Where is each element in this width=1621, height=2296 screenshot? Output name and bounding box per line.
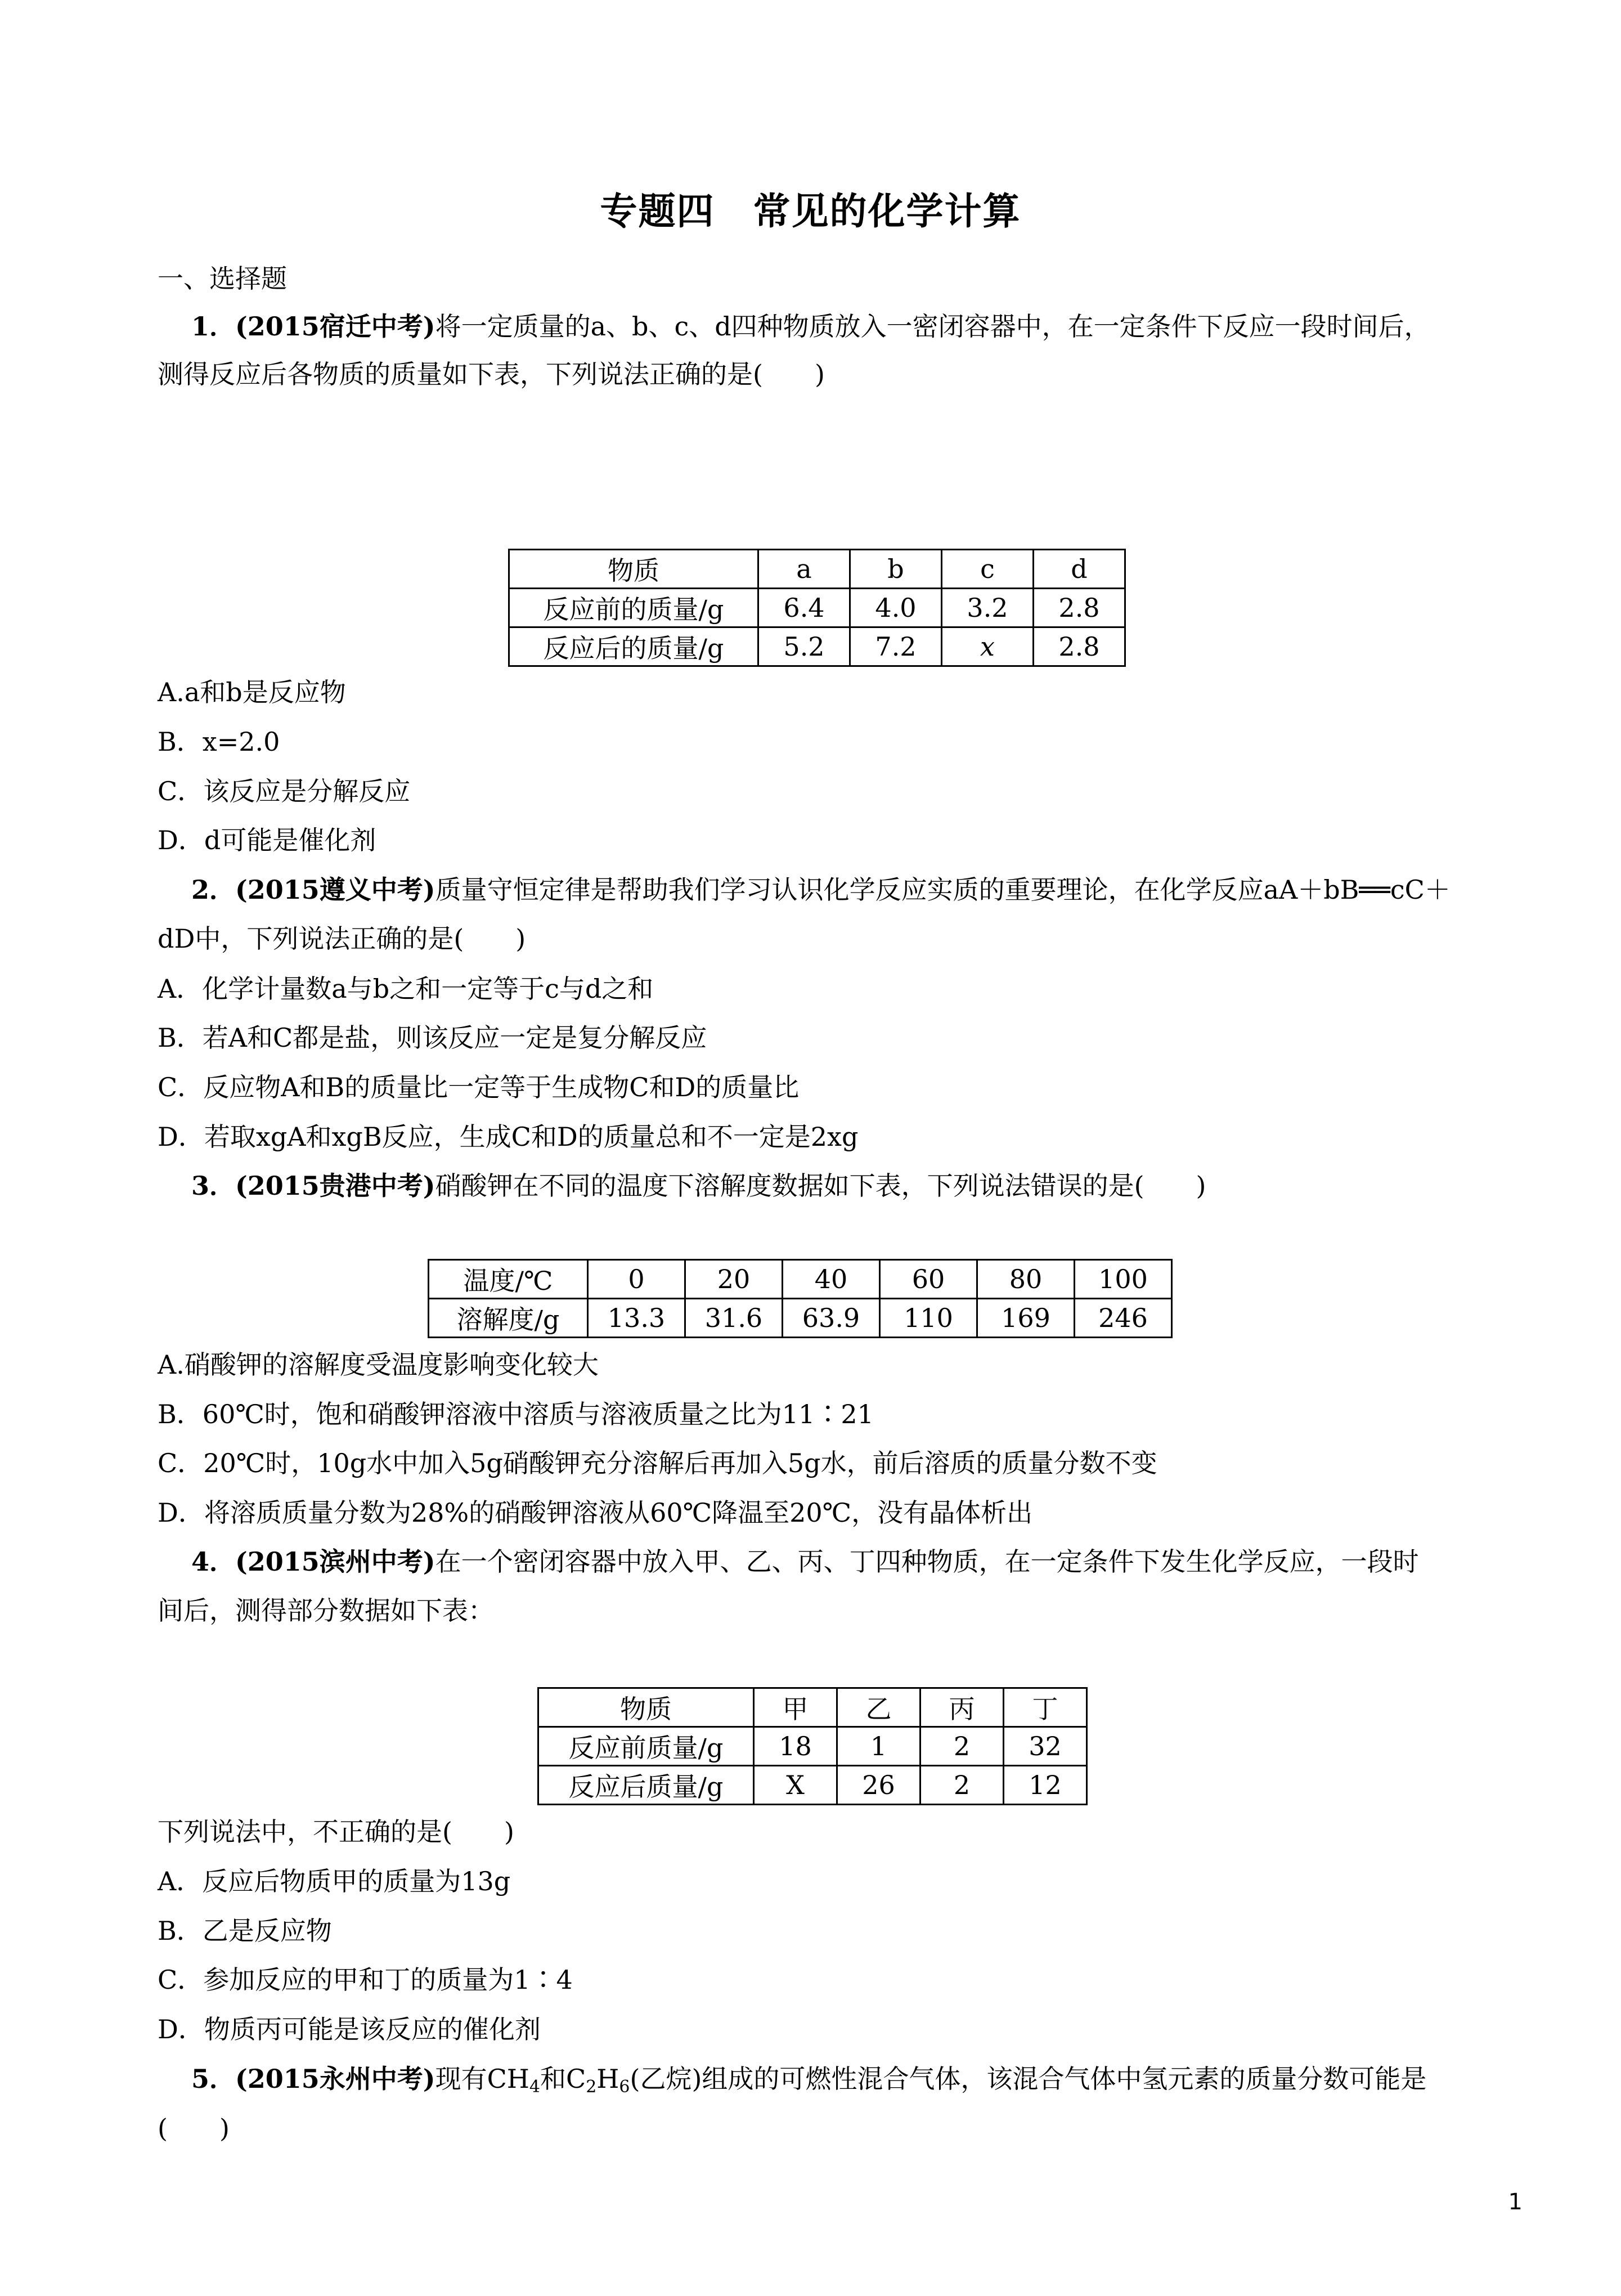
table-cell: b xyxy=(850,550,942,589)
q4-table xyxy=(537,1687,1088,1805)
q4-option-c: C．参加反应的甲和丁的质量为1∶4 xyxy=(158,1965,573,1995)
q2-line2: dD中，下列说法正确的是( ) xyxy=(158,923,526,954)
q1-line1 xyxy=(191,310,1564,343)
q1-option-c: C．该反应是分解反应 xyxy=(158,776,411,806)
table-cell: 32 xyxy=(1004,1727,1087,1766)
table-cell: 26 xyxy=(837,1766,920,1805)
q5-source: (2015永州中考) xyxy=(235,2064,435,2094)
table-cell: 丙 xyxy=(920,1688,1004,1727)
q3-text1: 硝酸钾在不同的温度下溶解度数据如下表，下列说法错误的是( ) xyxy=(435,1171,1206,1201)
q5-sub-a: 4 xyxy=(529,2077,540,2097)
q1-line2: 测得反应后各物质的质量如下表，下列说法正确的是( ) xyxy=(158,359,825,389)
table-cell: 7.2 xyxy=(850,627,942,666)
q4-line1 xyxy=(191,1545,1564,1578)
q3-number: 3． xyxy=(191,1171,236,1201)
table-cell: X xyxy=(754,1766,837,1805)
table-cell: 反应后质量/g xyxy=(538,1766,754,1805)
q1-option-a: A.a和b是反应物 xyxy=(158,677,346,707)
q4-number: 4． xyxy=(191,1546,236,1577)
q1-number: 1． xyxy=(191,311,236,342)
q1-table xyxy=(508,549,1126,667)
page-number: 1 xyxy=(1508,2189,1523,2215)
q2-option-d: D．若取xgA和xgB反应，生成C和D的质量总和不一定是2xg xyxy=(158,1122,859,1152)
table-cell: 甲 xyxy=(754,1688,837,1727)
q3-source: (2015贵港中考) xyxy=(235,1171,435,1201)
q2-number: 2． xyxy=(191,875,236,905)
table-cell: 反应前的质量/g xyxy=(509,589,758,627)
q4-text1: 在一个密闭容器中放入甲、乙、丙、丁四种物质，在一定条件下发生化学反应，一段时 xyxy=(435,1546,1419,1577)
q1-option-d: D．d可能是催化剂 xyxy=(158,825,376,855)
section-heading: 一、选择题 xyxy=(158,263,287,294)
q5-sub-b: 2 xyxy=(586,2077,597,2097)
q5-number: 5． xyxy=(191,2064,236,2094)
table-cell: 20 xyxy=(685,1260,783,1299)
table-cell: d xyxy=(1034,550,1125,589)
table-cell: 12 xyxy=(1004,1766,1087,1805)
table-cell: 1 xyxy=(837,1727,920,1766)
q5-text-b: 和C xyxy=(540,2064,586,2094)
table-cell: a xyxy=(758,550,850,589)
q5-line1 xyxy=(191,2062,1564,2104)
q5-text-a: 现有CH xyxy=(435,2064,529,2094)
q5-sub-c: 6 xyxy=(619,2077,630,2097)
table-cell: 2.8 xyxy=(1034,627,1125,666)
table-cell: 温度/℃ xyxy=(429,1260,588,1299)
table-row xyxy=(538,1727,1087,1766)
table-cell: 100 xyxy=(1075,1260,1172,1299)
q5-text-c: H xyxy=(596,2064,619,2094)
q2-source: (2015遵义中考) xyxy=(235,875,435,905)
q4-option-d: D．物质丙可能是该反应的催化剂 xyxy=(158,2014,541,2044)
table-row xyxy=(429,1260,1172,1299)
q4-line2: 间后，测得部分数据如下表： xyxy=(158,1595,494,1626)
q4-source: (2015滨州中考) xyxy=(235,1546,435,1577)
q3-option-c: C．20℃时，10g水中加入5g硝酸钾充分溶解后再加入5g水，前后溶质的质量分数不变 xyxy=(158,1448,1157,1478)
table-cell: x xyxy=(942,627,1034,666)
q1-option-b: B．x=2.0 xyxy=(158,727,280,757)
q2-line1 xyxy=(191,873,1564,907)
table-cell: 246 xyxy=(1075,1299,1172,1338)
q2-text1: 质量守恒定律是帮助我们学习认识化学反应实质的重要理论，在化学反应aA＋bB══cC＋ xyxy=(435,875,1451,905)
table-cell: c xyxy=(942,550,1034,589)
table-cell: 物质 xyxy=(538,1688,754,1727)
q2-option-b: B．若A和C都是盐，则该反应一定是复分解反应 xyxy=(158,1023,707,1053)
q2-option-a: A．化学计量数a与b之和一定等于c与d之和 xyxy=(158,974,654,1004)
q3-line1 xyxy=(191,1169,1564,1203)
q2-option-c: C．反应物A和B的质量比一定等于生成物C和D的质量比 xyxy=(158,1072,800,1102)
table-row xyxy=(509,589,1125,627)
q4-option-b: B．乙是反应物 xyxy=(158,1916,332,1946)
table-cell: 2 xyxy=(920,1766,1004,1805)
table-cell: 13.3 xyxy=(588,1299,685,1338)
table-cell: 乙 xyxy=(837,1688,920,1727)
q3-option-a: A.硝酸钾的溶解度受温度影响变化较大 xyxy=(158,1349,599,1380)
table-cell: 反应前质量/g xyxy=(538,1727,754,1766)
table-cell: 2 xyxy=(920,1727,1004,1766)
table-cell: 反应后的质量/g xyxy=(509,627,758,666)
table-cell: 3.2 xyxy=(942,589,1034,627)
table-cell: 2.8 xyxy=(1034,589,1125,627)
table-cell: 40 xyxy=(783,1260,880,1299)
table-cell: 169 xyxy=(977,1299,1075,1338)
q3-option-d: D．将溶质质量分数为28%的硝酸钾溶液从60℃降温至20℃，没有晶体析出 xyxy=(158,1497,1033,1528)
q3-option-b: B．60℃时，饱和硝酸钾溶液中溶质与溶液质量之比为11∶21 xyxy=(158,1399,874,1429)
table-row xyxy=(429,1299,1172,1338)
q1-text1: 将一定质量的a、b、c、d四种物质放入一密闭容器中，在一定条件下反应一段时间后， xyxy=(435,311,1430,342)
table-cell: 31.6 xyxy=(685,1299,783,1338)
table-row xyxy=(538,1766,1087,1805)
table-cell: 110 xyxy=(880,1299,977,1338)
q3-table xyxy=(428,1259,1173,1338)
table-row xyxy=(509,627,1125,666)
table-cell: 4.0 xyxy=(850,589,942,627)
table-cell: 丁 xyxy=(1004,1688,1087,1727)
table-cell: 溶解度/g xyxy=(429,1299,588,1338)
table-cell: 5.2 xyxy=(758,627,850,666)
q4-prompt: 下列说法中，不正确的是( ) xyxy=(158,1817,514,1847)
table-cell: 80 xyxy=(977,1260,1075,1299)
table-row xyxy=(509,550,1125,589)
table-cell: 0 xyxy=(588,1260,685,1299)
q1-source: (2015宿迁中考) xyxy=(235,311,435,342)
table-cell: 60 xyxy=(880,1260,977,1299)
page-title: 专题四 常见的化学计算 xyxy=(600,189,1021,233)
table-cell: 63.9 xyxy=(783,1299,880,1338)
table-cell: 物质 xyxy=(509,550,758,589)
table-cell: 18 xyxy=(754,1727,837,1766)
q5-line2: ( ) xyxy=(158,2113,230,2143)
q4-option-a: A．反应后物质甲的质量为13g xyxy=(158,1866,511,1896)
table-cell: 6.4 xyxy=(758,589,850,627)
q5-text-d: (乙烷)组成的可燃性混合气体，该混合气体中氢元素的质量分数可能是 xyxy=(630,2064,1427,2094)
table-row xyxy=(538,1688,1087,1727)
